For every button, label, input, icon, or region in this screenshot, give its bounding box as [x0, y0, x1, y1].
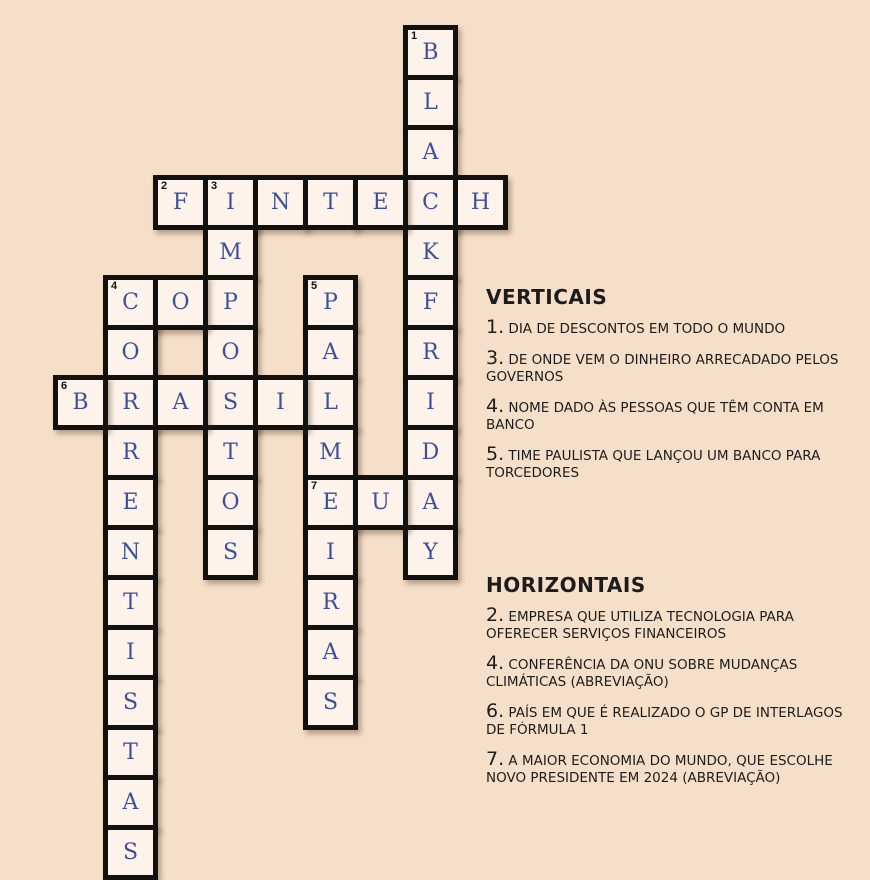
horizontal-clue — [486, 700, 861, 739]
clue-text: EMPRESA QUE UTILIZA TECNOLOGIA PARA OFERECER SERVIÇOS FINANCEIROS — [486, 609, 794, 642]
crossword-cell[interactable] — [403, 225, 458, 280]
crossword-cell[interactable] — [103, 475, 158, 530]
crossword-cell[interactable] — [403, 125, 458, 180]
clue-number: 5 — [311, 280, 318, 292]
cell-letter: A — [422, 140, 439, 165]
horizontal-heading: HORIZONTAIS — [486, 573, 646, 597]
clue-number: 2 — [161, 180, 168, 192]
crossword-cell[interactable] — [103, 325, 158, 380]
crossword-cell[interactable] — [103, 825, 158, 880]
cell-letter: I — [326, 540, 335, 565]
cell-letter: I — [426, 390, 435, 415]
cell-letter: T — [123, 590, 138, 615]
clue-number: 3 — [211, 180, 218, 192]
crossword-cell[interactable] — [203, 325, 258, 380]
crossword-cell[interactable] — [203, 275, 258, 330]
cell-letter: T — [123, 740, 138, 765]
vertical-clue — [486, 316, 861, 338]
cell-letter: K — [422, 240, 439, 265]
vertical-clue — [486, 443, 861, 482]
crossword-cell[interactable] — [303, 525, 358, 580]
clue-number: 1 — [411, 30, 418, 42]
crossword-cell[interactable] — [303, 275, 358, 330]
cell-letter: M — [219, 240, 242, 265]
crossword-cell[interactable] — [403, 475, 458, 530]
cell-letter: N — [120, 540, 141, 565]
crossword-cell[interactable] — [303, 625, 358, 680]
crossword-cell[interactable] — [103, 725, 158, 780]
horizontal-clues — [486, 573, 861, 799]
cell-letter: A — [422, 490, 439, 515]
cell-letter: O — [121, 340, 140, 365]
cell-letter: C — [422, 190, 439, 215]
crossword-cell[interactable] — [303, 325, 358, 380]
cell-letter: R — [422, 340, 439, 365]
clue-text: CONFERÊNCIA DA ONU SOBRE MUDANÇAS CLIMÁTICAS (ABREVIAÇÃO) — [486, 657, 798, 690]
cell-letter: T — [323, 190, 338, 215]
vertical-clues — [486, 285, 861, 494]
vertical-clue-list — [486, 316, 861, 482]
crossword-cell[interactable] — [303, 675, 358, 730]
crossword-cell[interactable] — [103, 625, 158, 680]
clue-text: NOME DADO ÀS PESSOAS QUE TÊM CONTA EM BANCO — [486, 400, 824, 433]
cell-letter: U — [371, 490, 390, 515]
clue-text: A MAIOR ECONOMIA DO MUNDO, QUE ESCOLHE NOVO PRESIDENTE EM 2024 (ABREVIAÇÃO) — [486, 753, 833, 786]
vertical-heading: VERTICAIS — [486, 285, 608, 309]
cell-letter: S — [222, 540, 239, 565]
crossword-cell[interactable] — [403, 275, 458, 330]
cell-letter: L — [423, 90, 438, 115]
crossword-cell[interactable] — [203, 475, 258, 530]
cell-letter: A — [122, 790, 139, 815]
clue-number: 4. — [486, 395, 505, 417]
crossword-cell[interactable] — [153, 375, 208, 430]
crossword-cell[interactable] — [403, 25, 458, 80]
cell-letter: S — [222, 390, 239, 415]
cell-letter: L — [323, 390, 338, 415]
clue-number: 7. — [486, 748, 505, 770]
crossword-cell[interactable] — [303, 425, 358, 480]
crossword-cell[interactable] — [203, 525, 258, 580]
cell-letter: I — [276, 390, 285, 415]
cell-letter: O — [171, 290, 190, 315]
clue-number: 3. — [486, 347, 505, 369]
crossword-cell[interactable] — [53, 375, 108, 430]
crossword-cell[interactable] — [353, 175, 408, 230]
horizontal-clue — [486, 748, 861, 787]
cell-letter: Y — [423, 540, 438, 565]
cell-letter: R — [122, 390, 139, 415]
crossword-cell[interactable] — [453, 175, 508, 230]
crossword-cell[interactable] — [303, 375, 358, 430]
clue-number: 4 — [111, 280, 118, 292]
crossword-cell[interactable] — [403, 75, 458, 130]
vertical-clue — [486, 347, 861, 386]
cell-letter: F — [422, 290, 439, 315]
crossword-cell[interactable] — [203, 375, 258, 430]
clue-number: 6 — [61, 380, 68, 392]
cell-letter: A — [322, 340, 339, 365]
cell-letter: E — [372, 190, 389, 215]
cell-letter: R — [322, 590, 339, 615]
cell-letter: M — [319, 440, 342, 465]
crossword-cell[interactable] — [303, 175, 358, 230]
crossword-cell[interactable] — [153, 175, 208, 230]
crossword-cell[interactable] — [403, 375, 458, 430]
cell-letter: S — [322, 690, 339, 715]
cell-letter: B — [72, 390, 89, 415]
cell-letter: H — [470, 190, 491, 215]
clue-number: 1. — [486, 316, 505, 338]
cell-letter: D — [421, 440, 440, 465]
clue-text: PAÍS EM QUE É REALIZADO O GP DE INTERLAGOS DE FÓRMULA 1 — [486, 705, 843, 738]
crossword-cell[interactable] — [103, 425, 158, 480]
cell-letter: S — [122, 690, 139, 715]
clue-text: DIA DE DESCONTOS EM TODO O MUNDO — [504, 321, 786, 337]
crossword-cell[interactable] — [403, 325, 458, 380]
crossword-cell[interactable] — [303, 575, 358, 630]
crossword-cell[interactable] — [103, 775, 158, 830]
cell-letter: E — [122, 490, 139, 515]
horizontal-clue — [486, 652, 861, 691]
cell-letter: P — [223, 290, 238, 315]
crossword-cell[interactable] — [403, 525, 458, 580]
crossword-cell[interactable] — [103, 275, 158, 330]
cell-letter: I — [126, 640, 135, 665]
crossword-cell[interactable] — [403, 425, 458, 480]
cell-letter: B — [422, 40, 439, 65]
crossword-cell[interactable] — [153, 275, 208, 330]
crossword-cell[interactable] — [303, 475, 358, 530]
clue-number: 6. — [486, 700, 505, 722]
cell-letter: E — [322, 490, 339, 515]
crossword-cell[interactable] — [353, 475, 408, 530]
clue-text: DE ONDE VEM O DINHEIRO ARRECADADO PELOS GOVERNOS — [486, 352, 839, 385]
cell-letter: A — [172, 390, 189, 415]
crossword-cell[interactable] — [103, 575, 158, 630]
crossword-cell[interactable] — [203, 175, 258, 230]
cell-letter: O — [221, 340, 240, 365]
crossword-cell[interactable] — [253, 375, 308, 430]
horizontal-clue — [486, 604, 861, 643]
clue-number: 5. — [486, 443, 505, 465]
crossword-cell[interactable] — [103, 525, 158, 580]
crossword-cell[interactable] — [103, 675, 158, 730]
cell-letter: A — [322, 640, 339, 665]
crossword-cell[interactable] — [203, 225, 258, 280]
clue-number: 4. — [486, 652, 505, 674]
clue-text: TIME PAULISTA QUE LANÇOU UM BANCO PARA TORCEDORES — [486, 448, 821, 481]
vertical-clue — [486, 395, 861, 434]
crossword-cell[interactable] — [403, 175, 458, 230]
cell-letter: I — [226, 190, 235, 215]
clue-number: 2. — [486, 604, 505, 626]
crossword-cell[interactable] — [253, 175, 308, 230]
cell-letter: O — [221, 490, 240, 515]
cell-letter: C — [122, 290, 139, 315]
cell-letter: R — [122, 440, 139, 465]
cell-letter: S — [122, 840, 139, 865]
clue-number: 7 — [311, 480, 318, 492]
cell-letter: F — [172, 190, 189, 215]
crossword-cell[interactable] — [203, 425, 258, 480]
cell-letter: T — [223, 440, 238, 465]
crossword-cell[interactable] — [103, 375, 158, 430]
cell-letter: N — [270, 190, 291, 215]
cell-letter: P — [323, 290, 338, 315]
horizontal-clue-list — [486, 604, 861, 787]
